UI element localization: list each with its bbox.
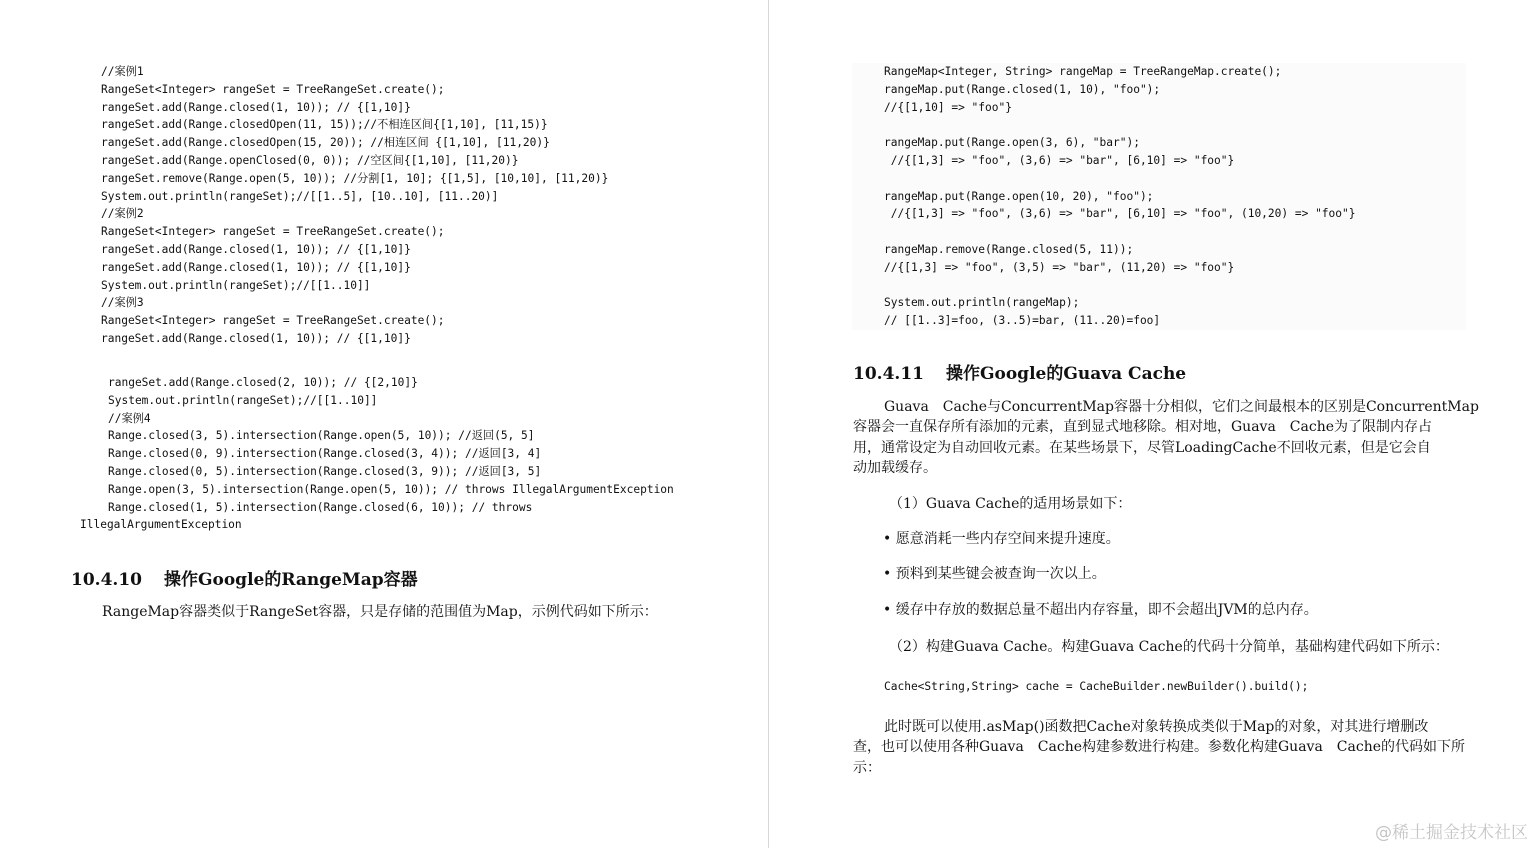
code-block-cache-build: [884, 678, 1308, 696]
paragraph-line: 查，也可以使用各种Guava Cache构建参数进行构建。参数化构建Guava Cache的代码如下所: [853, 739, 1466, 756]
heading-number: 10.4.10: [71, 570, 142, 590]
code-line: RangeSet<Integer> rangeSet = TreeRangeSet.create();: [101, 82, 445, 96]
code-line: [884, 170, 1466, 188]
code-line: [884, 277, 1466, 295]
section-heading-10-4-10: [71, 565, 418, 590]
code-line: rangeSet.add(Range.closed(1, 10)); // {[1,10]}: [101, 242, 411, 256]
heading-number: 10.4.11: [853, 364, 924, 384]
paragraph-line: Guava Cache与ConcurrentMap容器十分相似，它们之间最根本的区别是ConcurrentMap: [884, 399, 1479, 415]
code-line: rangeSet.add(Range.closed(1, 10)); // {[1,10]}: [101, 260, 411, 274]
code-line: rangeSet.add(Range.closed(1, 10)); // {[1,10]}: [101, 331, 411, 345]
code-line: rangeSet.add(Range.closedOpen(11, 15));//不相连区间{[1,10], [11,15)}: [101, 118, 548, 132]
guava-cache-intro-paragraph: [853, 397, 1479, 478]
section-heading-10-4-11: [853, 359, 1186, 384]
code-line: //{[1,10] => "foo"}: [884, 100, 1012, 114]
code-line: System.out.println(rangeSet);//[[1..10]]: [108, 393, 378, 407]
heading-title: 操作Google的Guava Cache: [945, 364, 1187, 384]
code-line: System.out.println(rangeSet);//[[1..5], [10..10], [11..20)]: [101, 189, 499, 203]
code-line: Range.closed(0, 9).intersection(Range.closed(3, 4)); //返回[3, 4]: [108, 447, 542, 461]
code-line: Range.closed(1, 5).intersection(Range.closed(6, 10)); // throws: [108, 500, 533, 514]
paragraph-line: 用，通常设定为自动回收元素。在某些场景下，尽管LoadingCache不回收元素，但是它会自: [853, 439, 1431, 456]
watermark: @稀土掘金技术社区: [1375, 823, 1528, 843]
code-line: rangeMap.put(Range.open(10, 20), "foo");: [884, 189, 1154, 203]
code-line: IllegalArgumentException: [80, 518, 242, 531]
code-line: //案例2: [101, 207, 144, 221]
code-line: rangeMap.put(Range.closed(1, 10), "foo");: [884, 82, 1161, 96]
code-block-rangemap-example: [852, 63, 1466, 330]
heading-title: 操作Google的RangeMap容器: [163, 570, 418, 590]
code-line: rangeSet.add(Range.openClosed(0, 0)); //空区间{[1,10], [11,20)}: [101, 153, 519, 167]
code-line: rangeMap.remove(Range.closed(5, 11));: [884, 242, 1134, 256]
code-wrap-line: [80, 516, 242, 534]
paragraph-line: 容器会一直保存所有添加的元素，直到显式地移除。相对地，Guava Cache为了限制内存占: [853, 419, 1433, 436]
code-line: RangeSet<Integer> rangeSet = TreeRangeSet.create();: [101, 314, 445, 328]
code-line: System.out.println(rangeMap);: [884, 296, 1080, 310]
paragraph-line: 此时既可以使用.asMap()函数把Cache对象转换成类似于Map的对象，对其进行增删改: [884, 719, 1429, 735]
bullet-item: • 愿意消耗一些内存空间来提升速度。: [883, 531, 1120, 547]
code-line: rangeSet.add(Range.closed(1, 10)); // {[1,10]}: [101, 100, 411, 114]
code-line: RangeMap<Integer, String> rangeMap = TreeRangeMap.create();: [884, 65, 1282, 78]
right-page: [769, 0, 1534, 848]
code-line: //案例3: [101, 296, 144, 310]
code-line: Range.closed(3, 5).intersection(Range.open(5, 10)); //返回(5, 5]: [108, 429, 535, 443]
code-line: Cache<String,String> cache = CacheBuilder.newBuilder().build();: [884, 680, 1309, 693]
code-block-rangeset-examples: [101, 63, 608, 348]
rangemap-intro-paragraph: RangeMap容器类似于RangeSet容器，只是存储的范围值为Map，示例代码如下所示：: [102, 604, 658, 620]
code-line: [884, 223, 1466, 241]
code-line: rangeSet.remove(Range.open(5, 10)); //分割[1, 10]; {[1,5], [10,10], [11,20)}: [101, 171, 609, 185]
code-block-intersection-examples: [108, 374, 674, 516]
code-line: rangeMap.put(Range.open(3, 6), "bar");: [884, 136, 1140, 150]
code-line: //{[1,3] => "foo", (3,6) => "bar", [6,10] => "foo", (10,20) => "foo"}: [884, 207, 1356, 221]
code-line: System.out.println(rangeSet);//[[1..10]]: [101, 278, 371, 292]
code-line: Range.open(3, 5).intersection(Range.open(5, 10)); // throws IllegalArgumentException: [108, 482, 674, 496]
paragraph-line: 动加载缓存。: [853, 459, 937, 476]
code-line: //案例1: [101, 65, 144, 78]
code-line: // [[1..3]=foo, (3..5)=bar, (11..20)=foo]: [884, 314, 1161, 328]
closing-paragraph: [853, 717, 1465, 778]
code-line: //{[1,3] => "foo", (3,5) => "bar", (11,20) => "foo"}: [884, 260, 1235, 274]
code-line: [884, 116, 1466, 134]
code-line: rangeSet.add(Range.closedOpen(15, 20)); //相连区间 {[1,10], [11,20)}: [101, 136, 550, 150]
code-line: Range.closed(0, 5).intersection(Range.closed(3, 9)); //返回[3, 5]: [108, 464, 542, 478]
build-title: （2）构建Guava Cache。构建Guava Cache的代码十分简单，基础构建代码如下所示：: [889, 639, 1449, 655]
code-line: RangeSet<Integer> rangeSet = TreeRangeSet.create();: [101, 225, 445, 239]
code-line: rangeSet.add(Range.closed(2, 10)); // {[2,10]}: [108, 376, 418, 389]
scenario-title: （1）Guava Cache的适用场景如下：: [889, 496, 1132, 512]
code-line: //案例4: [108, 411, 151, 425]
paragraph-line: 示：: [853, 759, 881, 776]
bullet-item: • 缓存中存放的数据总量不超出内存容量，即不会超出JVM的总内存。: [883, 602, 1318, 618]
code-line: //{[1,3] => "foo", (3,6) => "bar", [6,10] => "foo"}: [884, 153, 1235, 167]
bullet-item: • 预料到某些键会被查询一次以上。: [883, 566, 1106, 582]
